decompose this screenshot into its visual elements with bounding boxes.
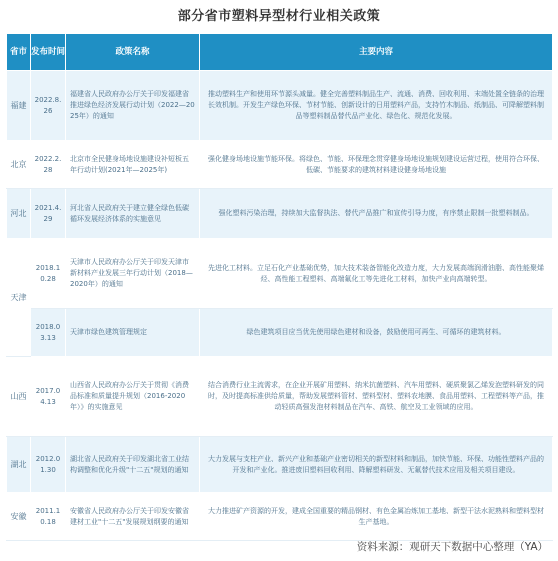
source-note: 资料来源：观研天下数据中心整理（YA）	[356, 541, 548, 553]
content-cell: 大力发展与支柱产业、新兴产业和基础产业密切相关的新型材料和制品，加快节能、环保、功能性塑料产品的开发和产业化。推进废旧塑料回收利用、降解塑料研发、无氟替代技术应用及相关项目建设。	[200, 437, 553, 493]
table-row	[7, 437, 553, 493]
content-cell: 结合消费行业主流需求，在企业开展矿用塑料、纳米抗菌塑料、汽车用塑料、硬质聚氯乙烯发泡塑料研发的同时，及时提高标准供给质量，帮助发展塑料管材、塑料型材、塑料农地膜、食品用塑料、工程塑料等产品，推动轻质高强发泡材料制品在汽车、高铁、航空及工业领域的应用。	[200, 357, 553, 437]
content-cell: 先进化工材料。立足石化产业基础优势，加大技术装备智能化改造力度，大力发展高端润滑油脂、高性能聚烯烃、高性能工程塑料、高端氟化工等先进化工材料，加快产业向高端转型。	[200, 239, 553, 309]
policy-table	[6, 33, 553, 541]
policy-cell: 北京市全民健身场地设施建设补短板五年行动计划(2021年—2025年)	[66, 141, 200, 189]
policy-cell: 湖北省人民政府关于印发湖北省工业结构调整和优化升级"十二五"规划的通知	[66, 437, 200, 493]
table-row	[7, 189, 553, 239]
province-cell: 安徽	[7, 493, 31, 541]
table-row	[7, 309, 553, 357]
policy-cell: 天津市绿色建筑管理规定	[66, 309, 200, 357]
table-row	[7, 493, 553, 541]
date-cell: 2012.01.30	[31, 437, 66, 493]
table-header-row	[7, 34, 553, 71]
province-cell: 北京	[7, 141, 31, 189]
content-cell: 强化健身场地设施节能环保。将绿色、节能、环保理念贯穿健身场地设施规划建设运营过程，使用符合环保、低碳、节能要求的建筑材料建设健身场地设施	[200, 141, 553, 189]
content-cell: 推动塑料生产和使用环节源头减量。健全完善塑料制品生产、流通、消费、回收利用、末端处置全链条的治理长效机制。开发生产绿色环保、节材节能、创新设计的日用塑料产品，支持竹木制品、纸制品、可降解塑料制品等塑料制品替代品产业化、绿色化、规范化发展。	[200, 71, 553, 141]
province-cell: 福建	[7, 71, 31, 141]
content-cell: 绿色建筑项目应当优先使用绿色建材和设备，鼓励使用可再生、可循环的建筑材料。	[200, 309, 553, 357]
table-row	[7, 239, 553, 309]
date-cell: 2018.03.13	[31, 309, 66, 357]
policy-cell: 安徽省人民政府办公厅关于印发安徽省建材工业"十二五"发展规划纲要的通知	[66, 493, 200, 541]
content-cell: 强化塑料污染治理，持续加大监督执法、替代产品推广和宣传引导力度，有序禁止限制一批塑料制品。	[200, 189, 553, 239]
province-cell: 河北	[7, 189, 31, 239]
province-cell: 湖北	[7, 437, 31, 493]
policy-cell: 福建省人民政府办公厅关于印发福建省推进绿色经济发展行动计划（2022—2025年）的通知	[66, 71, 200, 141]
province-cell: 山西	[7, 357, 31, 437]
province-cell: 天津	[7, 239, 31, 357]
policy-cell: 天津市人民政府办公厅关于印发天津市新材料产业发展三年行动计划（2018—2020年）的通知	[66, 239, 200, 309]
header-date: 发布时间	[31, 34, 66, 71]
date-cell: 2021.4.29	[31, 189, 66, 239]
header-policy: 政策名称	[66, 34, 200, 71]
policy-cell: 河北省人民政府关于建立健全绿色低碳循环发展经济体系的实施意见	[66, 189, 200, 239]
date-cell: 2017.04.13	[31, 357, 66, 437]
table-row	[7, 357, 553, 437]
date-cell: 2022.2.28	[31, 141, 66, 189]
date-cell: 2011.10.18	[31, 493, 66, 541]
page-title: 部分省市塑料异型材行业相关政策	[177, 9, 381, 24]
date-cell: 2022.8.26	[31, 71, 66, 141]
date-cell: 2018.10.28	[31, 239, 66, 309]
table-row	[7, 71, 553, 141]
header-province: 省市	[7, 34, 31, 71]
policy-cell: 山西省人民政府办公厅关于贯彻《消费品标准和质量提升规划（2016-2020年）》的实施意见	[66, 357, 200, 437]
table-row	[7, 141, 553, 189]
header-content: 主要内容	[200, 34, 553, 71]
content-cell: 大力推进矿产资源的开发，建成全国重要的精品钢材、有色金属冶炼加工基地、新型干法水泥熟料和塑料型材生产基地。	[200, 493, 553, 541]
